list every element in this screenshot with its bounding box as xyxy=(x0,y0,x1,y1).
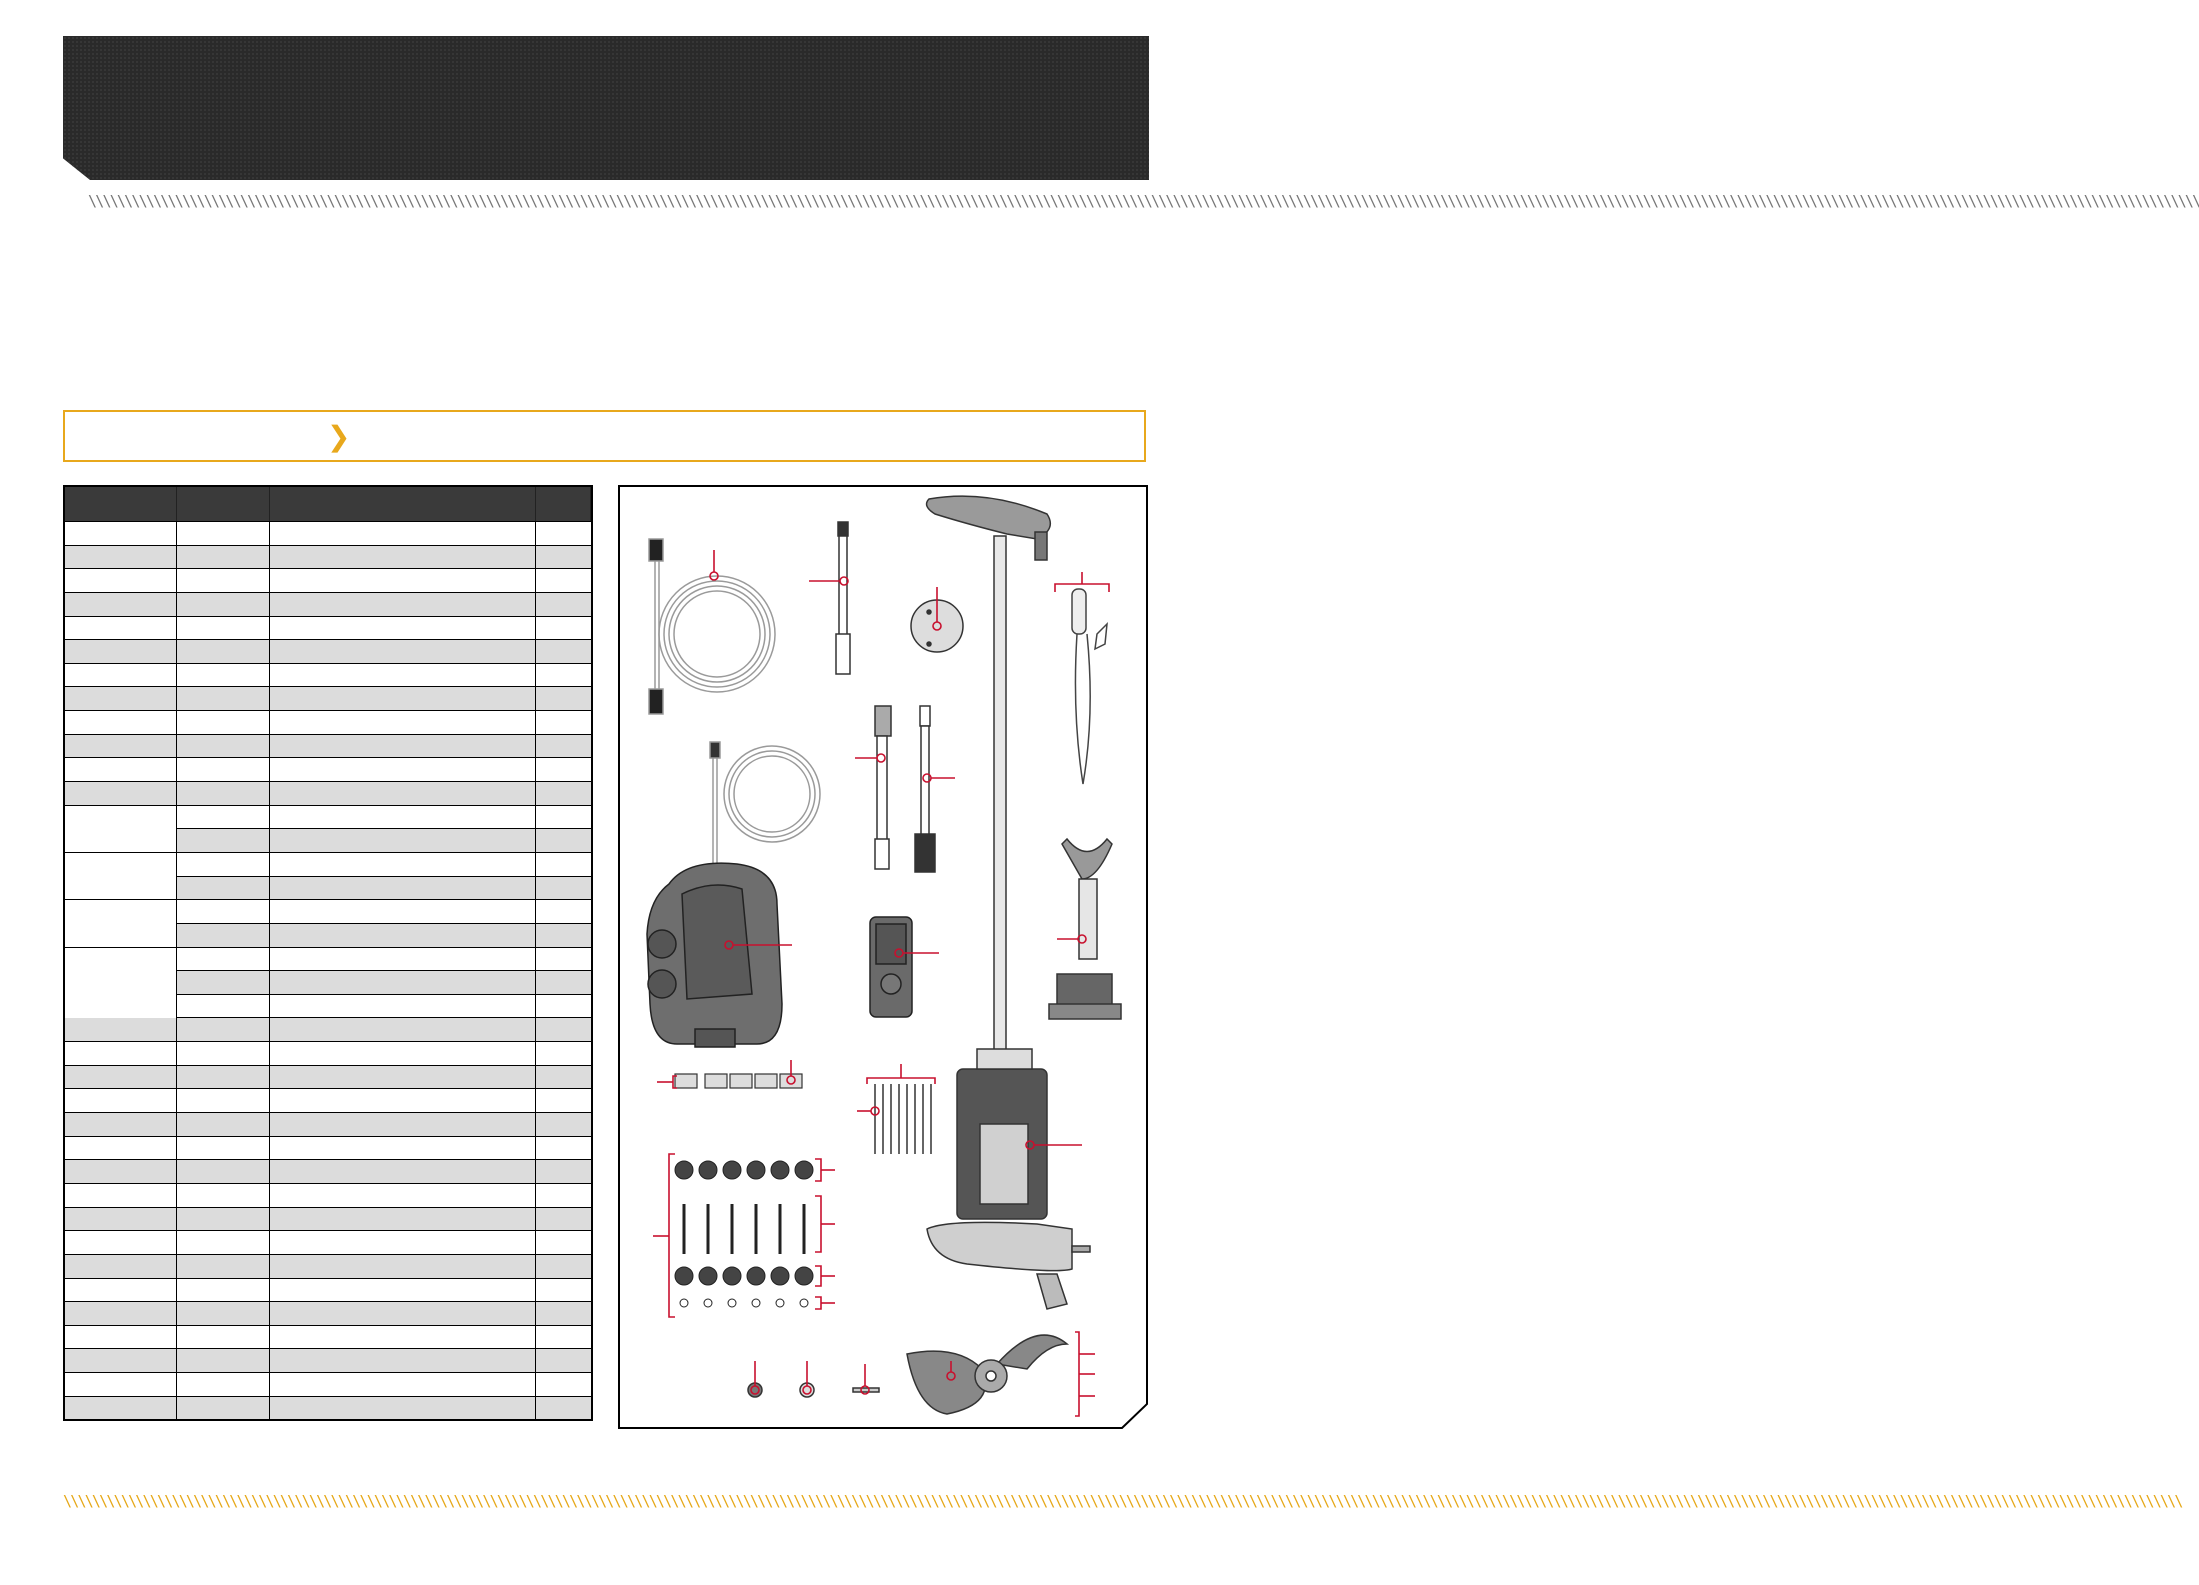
table-cell xyxy=(270,758,536,781)
table-cell xyxy=(177,924,270,947)
table-cell xyxy=(177,1255,270,1278)
table-cell xyxy=(270,522,536,545)
table-row xyxy=(65,1301,591,1325)
foot-pedal xyxy=(647,863,782,1047)
table-cell xyxy=(536,1089,591,1112)
table-row xyxy=(65,1207,591,1231)
table-cell xyxy=(536,1160,591,1183)
table-cell xyxy=(65,1279,177,1302)
wireless-remote xyxy=(870,917,912,1017)
table-cell xyxy=(65,617,177,640)
table-cell xyxy=(536,829,591,852)
table-row xyxy=(65,781,591,805)
table-row xyxy=(65,710,591,734)
table-cell xyxy=(65,687,177,710)
table-cell xyxy=(65,1160,177,1183)
table-cell xyxy=(65,758,177,781)
table-cell xyxy=(270,1137,536,1160)
table-cell xyxy=(177,593,270,616)
table-cell xyxy=(65,593,177,616)
table-row xyxy=(65,1183,591,1207)
table-cell xyxy=(270,569,536,592)
table-cell xyxy=(270,1302,536,1325)
table-cell xyxy=(270,1326,536,1349)
header-cell-part-number xyxy=(177,487,270,521)
table-cell xyxy=(536,1397,591,1420)
cable-clips xyxy=(675,1074,802,1088)
table-row xyxy=(65,1325,591,1349)
table-cell xyxy=(536,640,591,663)
table-cell xyxy=(270,1373,536,1396)
table-cell xyxy=(536,1137,591,1160)
divider-hatch-top: \\\\\\\\\\\\\\\\\\\\\\\\\\\\\\\\\\\\\\\\\\\\\\\\\\\\\\\\\\\\\\\\\\\\\\\\\\\\\\\\\\\\\\\\\\\\\\\\\\\\\\\\\\\\\\\\\\\\\\\\\\\\\\\\\\\\\\\\\\\\\\\\\\\\\\\\\\\\\\\\\\\\\\\\\\\\\\\\\\\\\\\\\\\\\\\\\\\\\\\\\\\\\\\\\\\\\\\\\\\\\\\\\\\\\\\\\\\\\\\\\\\\\\\\\\\\\\\\\\\\\\\\\\\\\\\\\\\\\\\\\\\\\\\\\\\\ xyxy=(88,192,2199,210)
table-cell xyxy=(536,1255,591,1278)
table-cell xyxy=(536,735,591,758)
table-cell xyxy=(65,1326,177,1349)
table-cell xyxy=(177,664,270,687)
table-row xyxy=(65,1278,591,1302)
table-cell xyxy=(65,1018,177,1041)
table-cell xyxy=(536,877,591,900)
table-cell xyxy=(65,1373,177,1396)
table-cell xyxy=(536,1113,591,1136)
table-cell xyxy=(536,546,591,569)
table-cell xyxy=(270,687,536,710)
table-cell xyxy=(65,1255,177,1278)
table-cell xyxy=(177,1397,270,1420)
table-merged-cell xyxy=(65,805,177,852)
table-cell xyxy=(270,782,536,805)
table-cell xyxy=(536,924,591,947)
table-cell xyxy=(177,782,270,805)
table-cell xyxy=(536,900,591,923)
table-cell xyxy=(177,640,270,663)
table-cell xyxy=(65,1208,177,1231)
table-cell xyxy=(65,640,177,663)
table-cell xyxy=(536,569,591,592)
table-cell xyxy=(536,593,591,616)
table-cell xyxy=(270,1279,536,1302)
table-cell xyxy=(177,617,270,640)
table-cell xyxy=(177,1160,270,1183)
table-merged-cell xyxy=(65,899,177,946)
table-cell xyxy=(536,782,591,805)
table-body xyxy=(65,521,591,1419)
header-cell-qty xyxy=(536,487,591,521)
table-cell xyxy=(270,971,536,994)
table-cell xyxy=(536,1018,591,1041)
table-cell xyxy=(177,829,270,852)
table-cell xyxy=(177,1231,270,1254)
table-cell xyxy=(65,569,177,592)
table-row xyxy=(65,757,591,781)
table-header xyxy=(65,487,591,521)
table-cell xyxy=(177,546,270,569)
table-cell xyxy=(177,1089,270,1112)
table-row xyxy=(65,1088,591,1112)
table-cell xyxy=(270,1089,536,1112)
table-cell xyxy=(65,1066,177,1089)
notice-bar xyxy=(63,410,1146,462)
table-cell xyxy=(177,1066,270,1089)
table-cell xyxy=(536,1279,591,1302)
table-cell xyxy=(177,711,270,734)
table-row xyxy=(65,1254,591,1278)
table-cell xyxy=(177,1279,270,1302)
table-cell xyxy=(65,1089,177,1112)
table-cell xyxy=(270,924,536,947)
table-cell xyxy=(65,1302,177,1325)
table-cell xyxy=(177,687,270,710)
table-cell xyxy=(65,664,177,687)
table-cell xyxy=(270,1113,536,1136)
table-row xyxy=(65,1065,591,1089)
table-cell xyxy=(270,1066,536,1089)
table-cell xyxy=(536,1184,591,1207)
table-row xyxy=(65,663,591,687)
table-cell xyxy=(177,948,270,971)
table-row xyxy=(65,1348,591,1372)
table-cell xyxy=(65,1137,177,1160)
table-cell xyxy=(536,664,591,687)
table-cell xyxy=(536,687,591,710)
table-row xyxy=(65,639,591,663)
table-cell xyxy=(65,546,177,569)
table-row xyxy=(65,616,591,640)
table-cell xyxy=(270,1255,536,1278)
table-cell xyxy=(536,1302,591,1325)
table-cell xyxy=(65,711,177,734)
table-cell xyxy=(65,1397,177,1420)
table-cell xyxy=(177,758,270,781)
table-cell xyxy=(177,1373,270,1396)
parts-table xyxy=(63,485,593,1421)
table-cell xyxy=(177,1349,270,1372)
table-row xyxy=(65,1396,591,1420)
table-row xyxy=(65,568,591,592)
table-row xyxy=(65,1041,591,1065)
table-cell xyxy=(536,995,591,1018)
table-cell xyxy=(65,735,177,758)
table-cell xyxy=(270,664,536,687)
table-cell xyxy=(177,900,270,923)
table-cell xyxy=(536,1326,591,1349)
header-banner xyxy=(63,36,1149,180)
table-cell xyxy=(270,735,536,758)
table-row xyxy=(65,521,591,545)
table-cell xyxy=(270,546,536,569)
table-cell xyxy=(536,1066,591,1089)
table-row xyxy=(65,1136,591,1160)
table-row xyxy=(65,686,591,710)
table-cell xyxy=(536,971,591,994)
table-merged-cell xyxy=(65,852,177,899)
divider-hatch-bottom: \\\\\\\\\\\\\\\\\\\\\\\\\\\\\\\\\\\\\\\\\\\\\\\\\\\\\\\\\\\\\\\\\\\\\\\\\\\\\\\\\\\\\\\\\\\\\\\\\\\\\\\\\\\\\\\\\\\\\\\\\\\\\\\\\\\\\\\\\\\\\\\\\\\\\\\\\\\\\\\\\\\\\\\\\\\\\\\\\\\\\\\\\\\\\\\\\\\\\\\\\\\\\\\\\\\\\\\\\\\\\\\\\\\\\\\\\\\\\\\\\\\\\\\\\\\\\\\\\\\\\\\\\\\\\\\\\\\\\\\\\\\\\\\\\\\\\ xyxy=(63,1492,2182,1510)
table-cell xyxy=(65,782,177,805)
table-cell xyxy=(177,1018,270,1041)
table-row xyxy=(65,1112,591,1136)
table-cell xyxy=(536,1373,591,1396)
table-cell xyxy=(65,1349,177,1372)
table-cell xyxy=(177,522,270,545)
table-cell xyxy=(270,829,536,852)
table-cell xyxy=(177,735,270,758)
table-cell xyxy=(177,806,270,829)
table-cell xyxy=(536,853,591,876)
table-cell xyxy=(270,711,536,734)
table-cell xyxy=(270,948,536,971)
table-cell xyxy=(536,711,591,734)
chevron-right-icon: ❯ xyxy=(327,420,351,453)
table-cell xyxy=(177,971,270,994)
table-cell xyxy=(177,1113,270,1136)
header-cell-description xyxy=(270,487,536,521)
table-cell xyxy=(177,1326,270,1349)
table-cell xyxy=(536,806,591,829)
table-cell xyxy=(270,877,536,900)
table-row xyxy=(65,734,591,758)
table-cell xyxy=(536,1208,591,1231)
table-cell xyxy=(270,640,536,663)
table-cell xyxy=(536,758,591,781)
table-cell xyxy=(270,1208,536,1231)
table-cell xyxy=(270,1184,536,1207)
table-cell xyxy=(270,1397,536,1420)
table-cell xyxy=(177,995,270,1018)
table-cell xyxy=(536,948,591,971)
table-cell xyxy=(65,1184,177,1207)
table-row xyxy=(65,1372,591,1396)
table-cell xyxy=(65,1042,177,1065)
table-cell xyxy=(177,853,270,876)
table-cell xyxy=(65,1231,177,1254)
table-cell xyxy=(177,1302,270,1325)
table-cell xyxy=(177,1042,270,1065)
header-cell-assembly xyxy=(65,487,177,521)
table-cell xyxy=(177,877,270,900)
table-row xyxy=(65,592,591,616)
table-cell xyxy=(270,900,536,923)
table-cell xyxy=(536,1042,591,1065)
table-cell xyxy=(270,806,536,829)
table-cell xyxy=(536,1349,591,1372)
table-cell xyxy=(177,1208,270,1231)
table-cell xyxy=(270,617,536,640)
table-cell xyxy=(65,522,177,545)
table-row xyxy=(65,1017,591,1041)
table-cell xyxy=(270,1160,536,1183)
table-cell xyxy=(536,1231,591,1254)
table-cell xyxy=(270,1231,536,1254)
table-cell xyxy=(536,617,591,640)
parts-diagram xyxy=(617,484,1149,1430)
table-cell xyxy=(177,1184,270,1207)
table-cell xyxy=(177,569,270,592)
table-merged-cell xyxy=(65,947,177,1018)
table-cell xyxy=(536,522,591,545)
table-cell xyxy=(270,853,536,876)
table-cell xyxy=(270,1018,536,1041)
table-row xyxy=(65,1230,591,1254)
table-cell xyxy=(270,593,536,616)
table-cell xyxy=(177,1137,270,1160)
table-cell xyxy=(270,1042,536,1065)
table-cell xyxy=(270,1349,536,1372)
table-row xyxy=(65,1159,591,1183)
table-row xyxy=(65,545,591,569)
table-cell xyxy=(270,995,536,1018)
table-cell xyxy=(65,1113,177,1136)
